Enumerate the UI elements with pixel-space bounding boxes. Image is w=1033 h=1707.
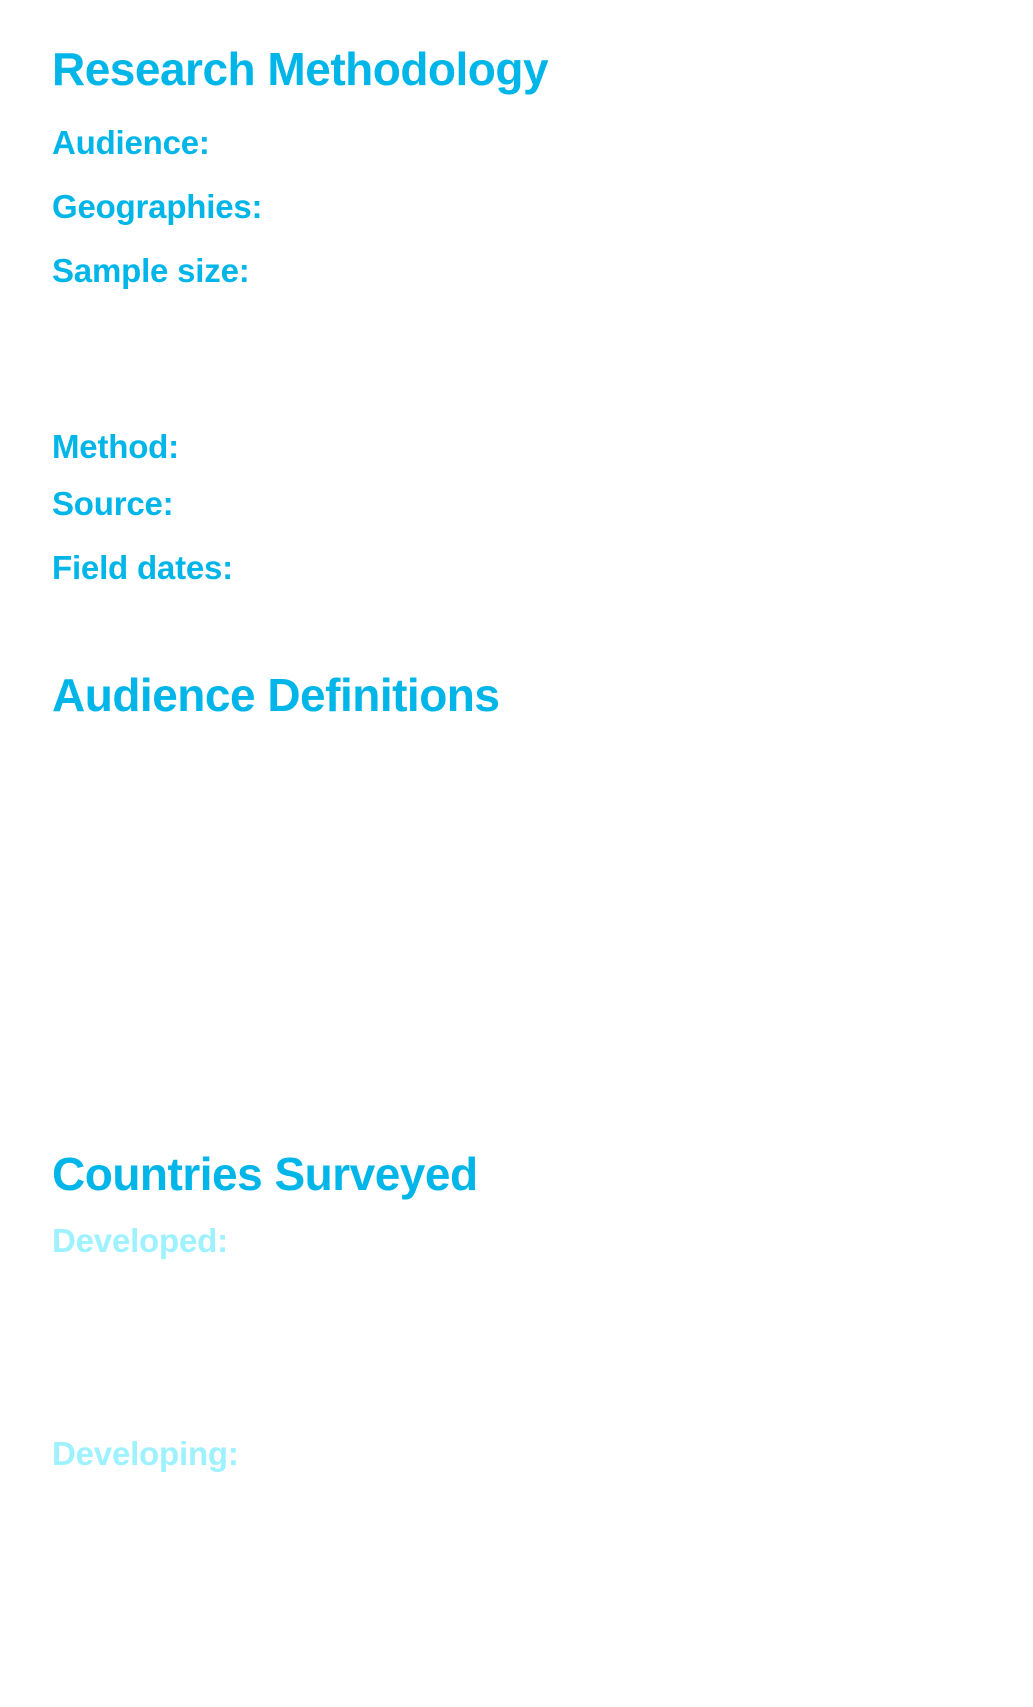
source-label: Source:	[52, 485, 174, 522]
research-methodology-heading: Research Methodology	[52, 43, 549, 95]
audience-definitions-heading: Audience Definitions	[52, 669, 500, 721]
sample-size-label: Sample size:	[52, 252, 250, 289]
countries-surveyed-heading: Countries Surveyed	[52, 1148, 478, 1200]
field-dates-label: Field dates:	[52, 549, 233, 586]
geographies-label: Geographies:	[52, 188, 263, 225]
method-label: Method:	[52, 428, 179, 465]
developing-label: Developing:	[52, 1435, 239, 1472]
developed-label: Developed:	[52, 1222, 228, 1259]
audience-label: Audience:	[52, 124, 210, 161]
